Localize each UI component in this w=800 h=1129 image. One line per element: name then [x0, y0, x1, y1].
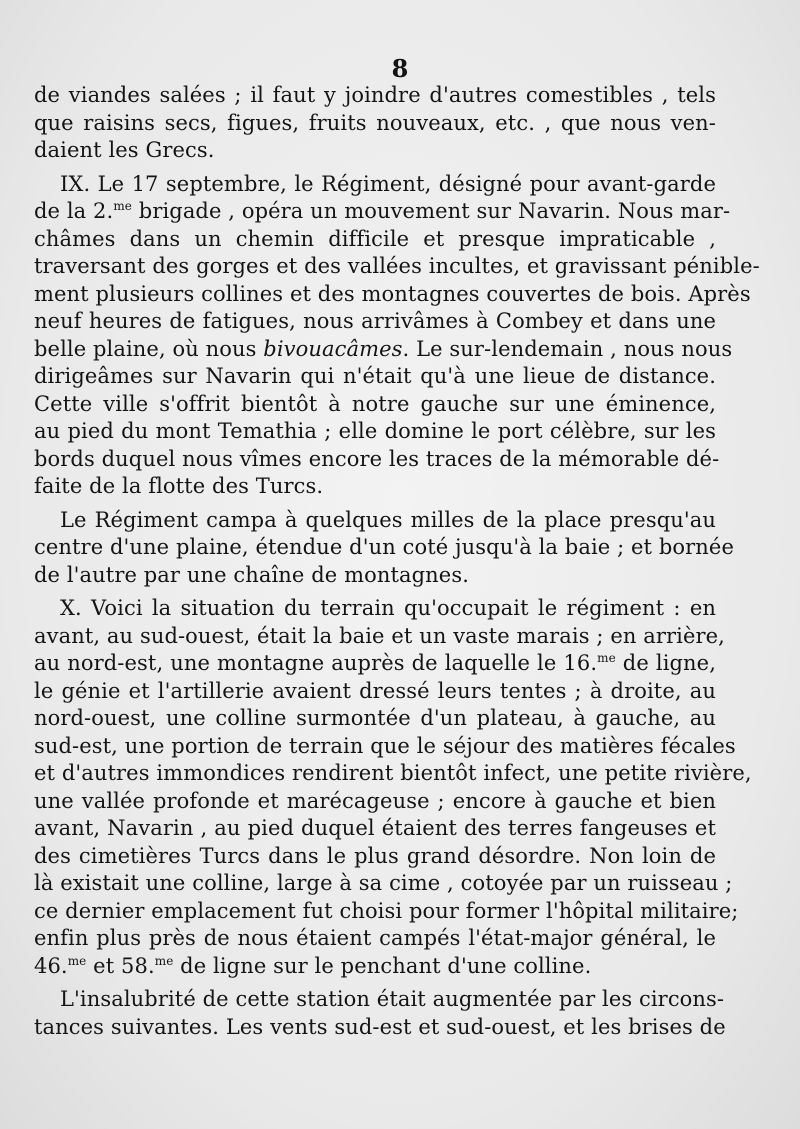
text-line: Le Régiment campa à quelques milles de la place presqu'au — [60, 507, 716, 532]
text-line: daient les Grecs. — [34, 138, 215, 162]
text-line: de viandes salées ; il faut y joindre d'autres comestibles , tels — [34, 83, 716, 107]
text-line: avant, au sud-ouest, était la baie et un vaste marais ; en arrière, — [34, 623, 725, 648]
paragraph — [34, 986, 726, 1041]
text-line: de l'autre par une chaîne de montagnes. — [34, 562, 469, 587]
italic-word: bivouacâmes — [263, 336, 403, 361]
text-line: X. Voici la situation du terrain qu'occupait le régiment : en — [60, 596, 716, 620]
text-line: dirigeâmes sur Navarin qui n'était qu'à une lieue de distance. — [34, 364, 716, 388]
text-line: châmes dans un chemin difficile et presque impraticable , — [34, 226, 716, 251]
paragraph — [34, 507, 734, 590]
paragraph — [34, 171, 760, 501]
paragraph — [34, 82, 716, 165]
text-line: neuf heures de fatigues, nous arrivâmes à Combey et dans une — [34, 309, 716, 333]
text-line: centre d'une plaine, étendue d'un coté jusqu'à la baie ; et bornée — [34, 535, 734, 559]
text-line: avant, Navarin , au pied duquel étaient des terres fangeuses et — [34, 816, 716, 840]
ordinal-superscript: me — [597, 651, 616, 665]
text-line: bords duquel nous vîmes encore les traces de la mémorable dé- — [34, 446, 720, 471]
body-text — [34, 82, 760, 1041]
text-line: sud-est, une portion de terrain que le séjour des matières fécales — [34, 733, 736, 758]
text-line: au nord-est, une montagne auprès de laquelle le 16.$^{me}$ de ligne, — [34, 651, 716, 675]
text-line: enfin plus près de nous étaient campés l'état-major général, le — [34, 926, 716, 950]
ordinal-superscript: me — [154, 953, 174, 968]
text-line: là existait une colline, large à sa cime , cotoyée par un ruisseau ; — [34, 871, 733, 895]
text-line: belle plaine, où nous bivouacâmes. Le sur-lendemain , nous nous — [34, 336, 733, 361]
text-line: 46.$^{me}$ et 58.$^{me}$ de ligne sur le penchant d'une colline. — [34, 953, 592, 978]
text-line: de la 2.$^{me}$ brigade , opéra un mouvement sur Navarin. Nous mar- — [34, 199, 731, 223]
text-line: tances suivantes. Les vents sud-est et sud-ouest, et les brises de — [34, 1014, 726, 1039]
text-line: des cimetières Turcs dans le plus grand désordre. Non loin de — [34, 843, 716, 868]
text-line: une vallée profonde et marécageuse ; encore à gauche et bien — [34, 788, 716, 813]
text-line: ment plusieurs collines et des montagnes couvertes de bois. Après — [34, 281, 751, 306]
text-line: ce dernier emplacement fut choisi pour former l'hôpital militaire; — [34, 898, 739, 923]
text-line: L'insalubrité de cette station était augmentée par les circons- — [60, 987, 725, 1011]
paragraph — [34, 595, 752, 980]
ordinal-superscript: me — [113, 199, 132, 213]
text-line: et d'autres immondices rendirent bientôt infect, une petite rivière, — [34, 761, 752, 785]
ordinal-superscript: me — [67, 953, 87, 968]
text-line: que raisins secs, figues, fruits nouveaux, etc. , que nous ven- — [34, 110, 716, 135]
text-line: IX. Le 17 septembre, le Régiment, désigné pour avant-garde — [60, 171, 716, 196]
text-line: au pied du mont Temathia ; elle domine le port célèbre, sur les — [34, 419, 716, 443]
page-number: 8 — [391, 54, 409, 83]
text-line: traversant des gorges et des vallées incultes, et gravissant pénible- — [34, 254, 760, 278]
text-line: le génie et l'artillerie avaient dressé leurs tentes ; à droite, au — [34, 678, 716, 703]
text-line: faite de la flotte des Turcs. — [34, 474, 324, 498]
text-line: Cette ville s'offrit bientôt à notre gauche sur une éminence, — [34, 391, 716, 416]
text-line: nord-ouest, une colline surmontée d'un plateau, à gauche, au — [34, 706, 716, 730]
